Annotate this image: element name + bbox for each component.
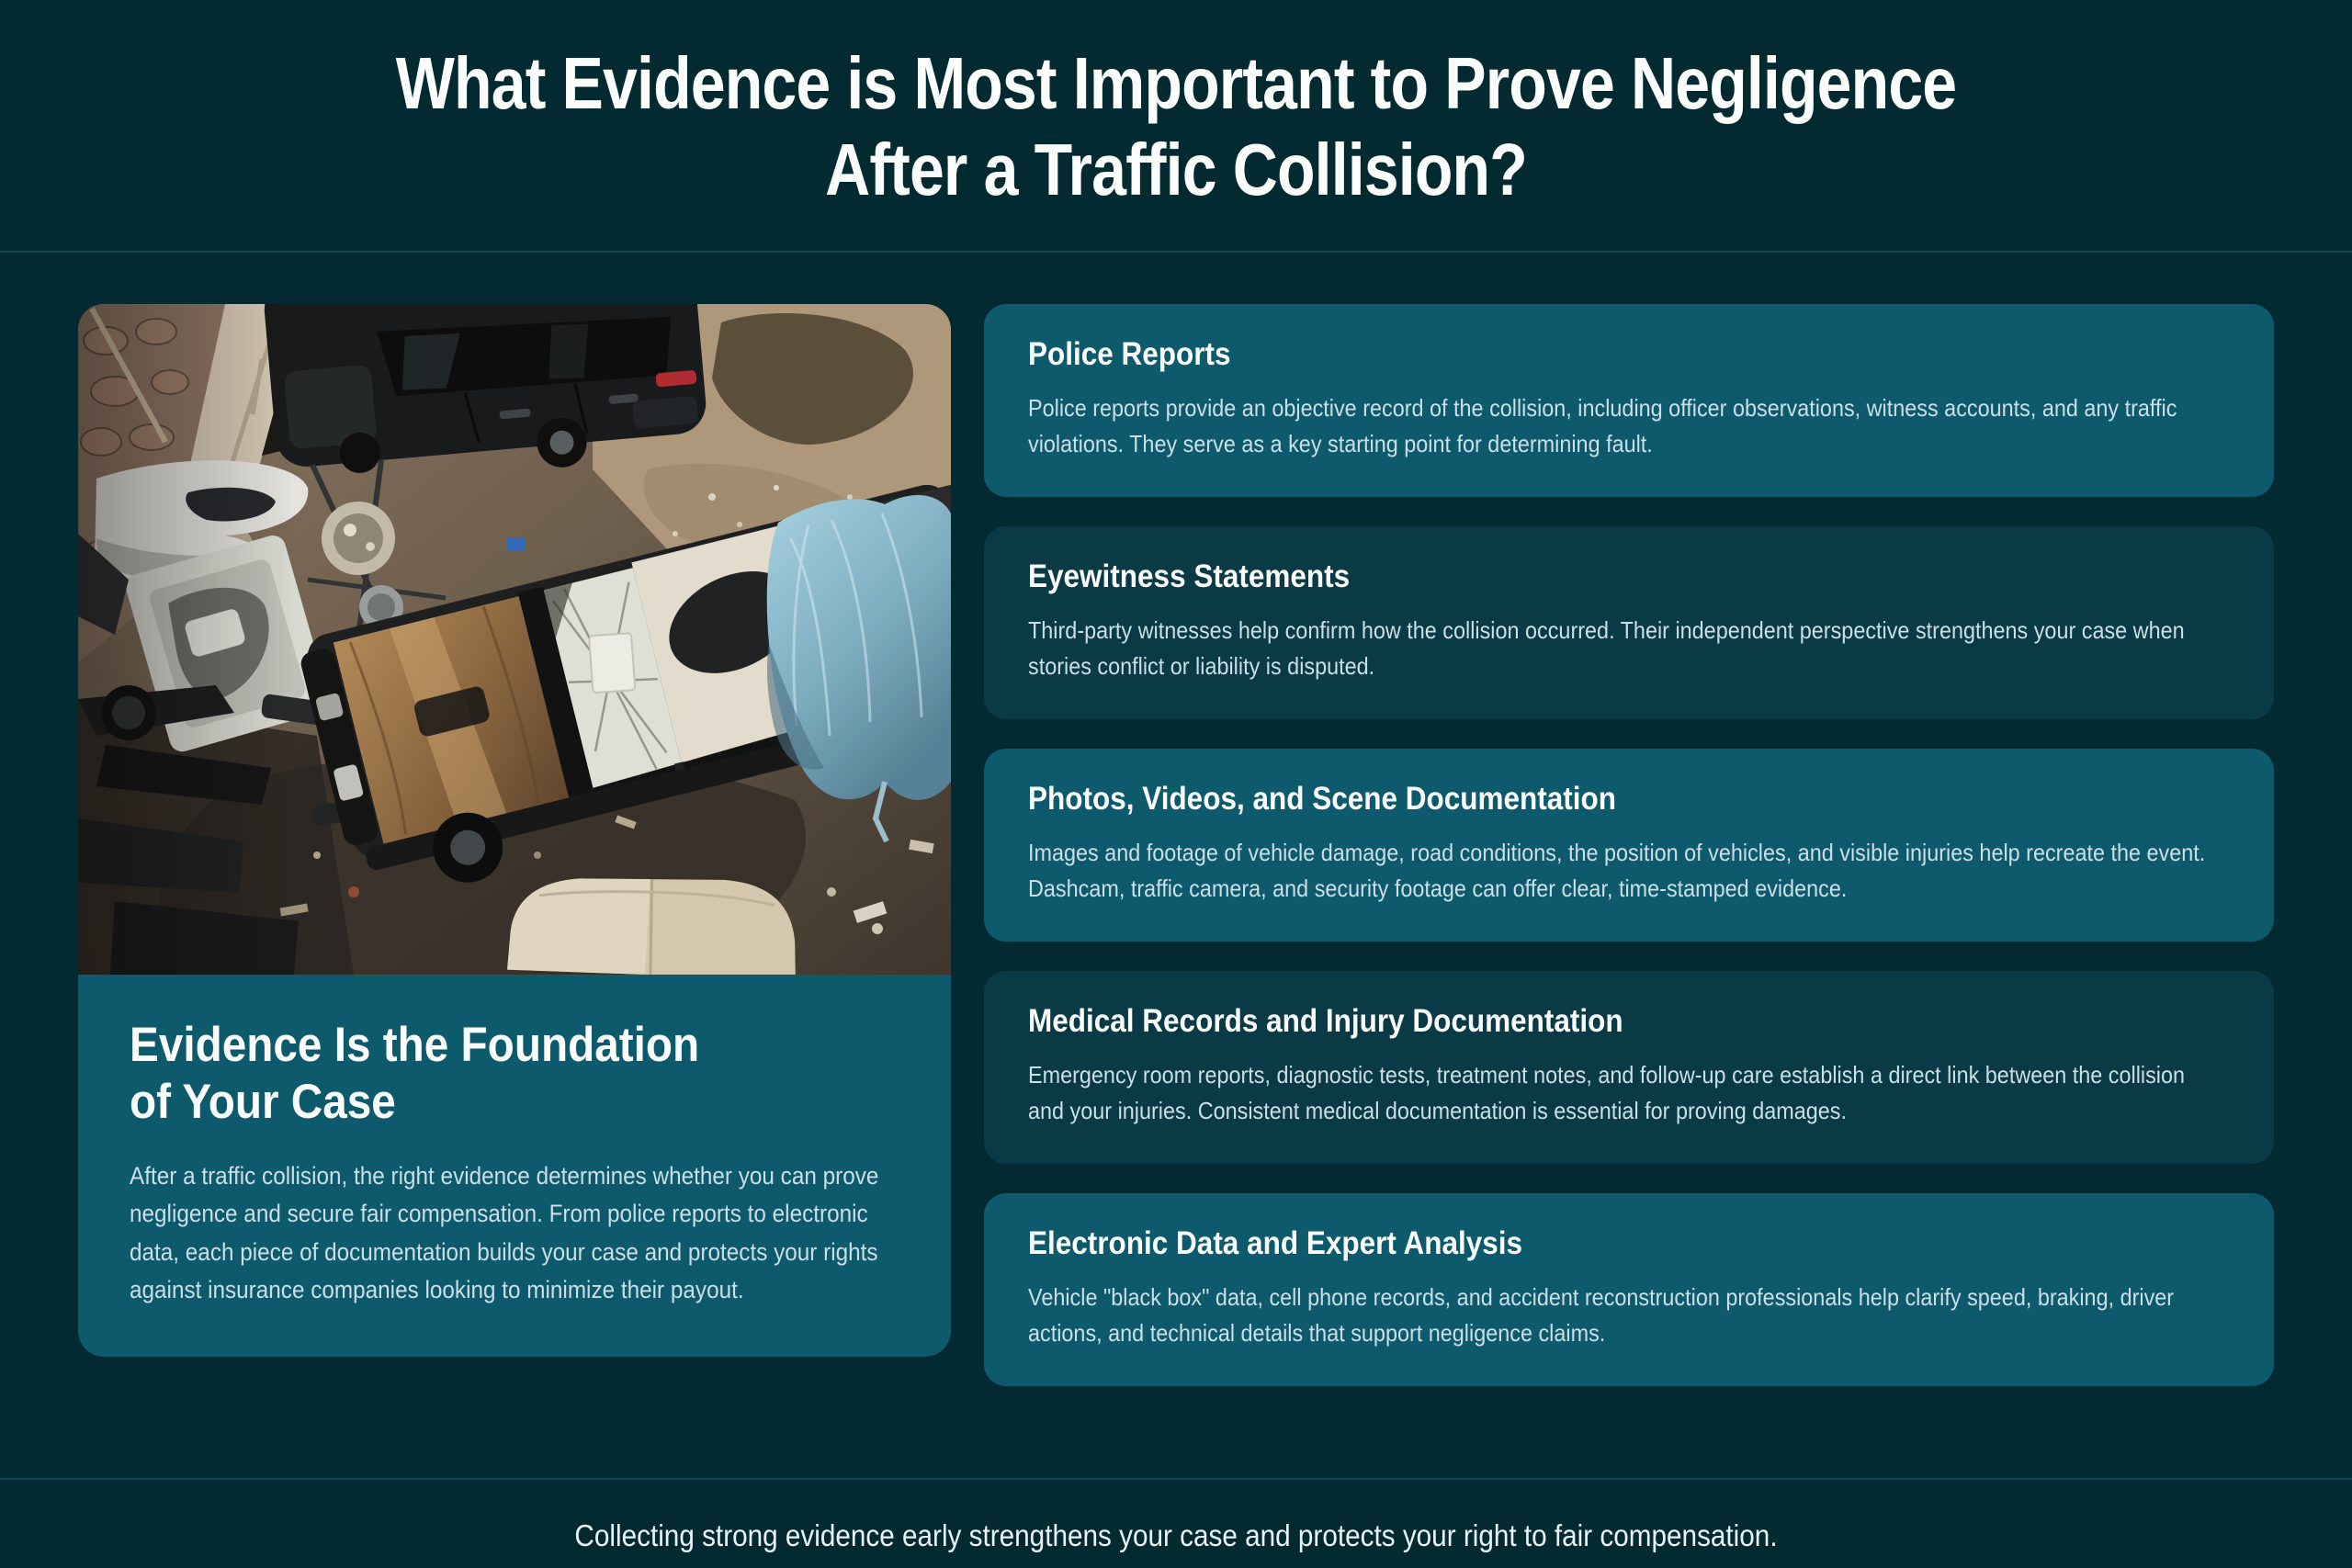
feature-heading xyxy=(130,1017,822,1130)
feature-body xyxy=(78,975,951,1357)
card-body: Emergency room reports, diagnostic tests, treatment notes, and follow-up care establish a direct link between the collision and your injuries. Consistent medical documentation is essential for proving damages. xyxy=(1028,1061,2186,1125)
card-photos-videos-scene xyxy=(984,749,2274,942)
crash-scene-image xyxy=(78,304,951,975)
card-title: Electronic Data and Expert Analysis xyxy=(1028,1225,1523,1262)
card-title: Eyewitness Statements xyxy=(1028,558,1351,595)
card-title: Police Reports xyxy=(1028,336,1231,373)
card-body: Police reports provide an objective record of the collision, including officer observations, witness accounts, and any traffic violations. They serve as a key starting point for determining fault. xyxy=(1028,394,2177,458)
feature-heading-line1: Evidence Is the Foundation xyxy=(130,1018,700,1073)
evidence-cards-column xyxy=(984,304,2274,1386)
page-title xyxy=(176,40,2176,212)
card-eyewitness-statements xyxy=(984,526,2274,719)
feature-heading-line2: of Your Case xyxy=(130,1074,396,1129)
card-title: Medical Records and Injury Documentation xyxy=(1028,1003,1623,1040)
card-medical-records xyxy=(984,971,2274,1164)
page-title-line2: After a Traffic Collision? xyxy=(825,128,1527,210)
feature-paragraph: After a traffic collision, the right evidence determines whether you can prove negligence and secure fair compensation. From police reports to electronic data, each piece of documentation builds your case and protects your rights against insurance companies looking to minimize their payout. xyxy=(130,1162,879,1304)
card-body: Images and footage of vehicle damage, road conditions, the position of vehicles, and visible injuries help recreate the event. Dashcam, traffic camera, and security footage can offer clear, time-stamped evidence. xyxy=(1028,839,2206,903)
card-police-reports xyxy=(984,304,2274,497)
page-header xyxy=(0,0,2352,253)
card-title: Photos, Videos, and Scene Documentation xyxy=(1028,781,1617,818)
content-area xyxy=(0,304,2352,1386)
card-body: Third-party witnesses help confirm how the collision occurred. Their independent perspective strengthens your case when stories conflict or liability is disputed. xyxy=(1028,616,2185,681)
card-electronic-data xyxy=(984,1193,2274,1386)
feature-card xyxy=(78,304,951,1357)
footer-text: Collecting strong evidence early strengthens your case and protects your right to fair compensation. xyxy=(574,1518,1778,1553)
junkyard-illustration xyxy=(78,304,951,975)
page-footer xyxy=(0,1478,2352,1553)
page-title-line1: What Evidence is Most Important to Prove Negligence xyxy=(395,42,1957,124)
card-body: Vehicle "black box" data, cell phone records, and accident reconstruction professionals help clarify speed, braking, driver actions, and technical details that support negligence claims. xyxy=(1028,1283,2175,1348)
